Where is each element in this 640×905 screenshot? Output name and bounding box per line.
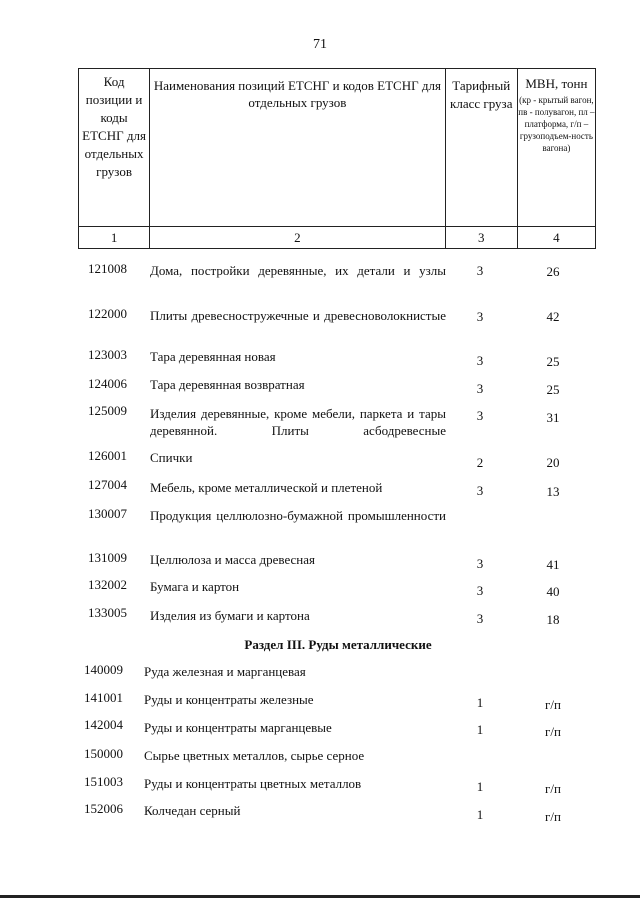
table-header (78, 68, 596, 249)
header-mvn-column (517, 69, 595, 227)
row-class: 3 (476, 309, 484, 324)
row-code: 124006 (88, 376, 127, 391)
row-code: 130007 (88, 506, 127, 521)
row-class: 3 (476, 556, 484, 571)
page-number: 71 (313, 37, 327, 52)
row-name: Дома, постройки деревянные, их детали и узлы (150, 263, 446, 278)
row-mvn: 18 (546, 612, 560, 627)
row-name: Изделия из бумаги и картона (150, 608, 310, 623)
row-code: 127004 (88, 477, 127, 492)
row-class: 3 (476, 611, 484, 626)
row-code: 141001 (84, 690, 123, 705)
row-class: 3 (476, 381, 484, 396)
row-name: Плиты древесностружечные и древесноволокнистые (150, 308, 446, 323)
row-class: 3 (476, 408, 484, 423)
column-number: 1 (79, 227, 150, 249)
column-number-row (79, 227, 596, 249)
row-class: 3 (476, 263, 484, 278)
scan-bottom-edge (0, 895, 640, 898)
row-mvn: г/п (545, 724, 561, 739)
column-number: 2 (150, 227, 446, 249)
row-code: 151003 (84, 774, 123, 789)
row-class: 1 (476, 779, 484, 794)
row-mvn: г/п (545, 781, 561, 796)
row-mvn: 20 (546, 455, 560, 470)
header-name-column: Наименования позиций ЕТСНГ и кодов ЕТСНГ для отдельных грузов (150, 69, 446, 227)
row-mvn: г/п (545, 809, 561, 824)
row-class: 1 (476, 807, 484, 822)
row-name: Продукция целлюлозно-бумажной промышленности (150, 508, 446, 523)
row-class: 1 (476, 722, 484, 737)
row-mvn: 26 (546, 264, 560, 279)
row-class: 3 (476, 353, 484, 368)
row-class: 3 (476, 583, 484, 598)
row-code: 142004 (84, 717, 123, 732)
row-mvn: 41 (546, 557, 560, 572)
row-mvn: 42 (546, 309, 560, 324)
row-name: Целлюлоза и масса древесная (150, 552, 316, 567)
header-code-column: Код позиции и коды ЕТСНГ для отдельных грузов (79, 69, 150, 227)
row-code: 152006 (84, 801, 123, 816)
row-mvn: 40 (546, 584, 560, 599)
header-mvn-title: МВН, тонн (525, 76, 588, 91)
row-code: 150000 (84, 746, 123, 761)
row-code: 140009 (84, 662, 123, 677)
row-mvn: г/п (545, 697, 561, 712)
row-name: Спички (150, 450, 193, 465)
row-name: Бумага и картон (150, 579, 240, 594)
row-code: 126001 (88, 448, 127, 463)
header-mvn-note: (кр - крытый вагон, пв - полувагон, пл – платформа, г/п – грузоподъем-ность вагона) (518, 95, 595, 153)
row-class: 3 (476, 483, 484, 498)
row-mvn: 31 (546, 410, 560, 425)
row-class: 2 (476, 455, 484, 470)
row-name: Руды и концентраты железные (144, 692, 314, 707)
row-name: Руды и концентраты цветных металлов (144, 776, 362, 791)
column-number: 3 (445, 227, 517, 249)
row-code: 121008 (88, 261, 127, 276)
row-code: 125009 (88, 403, 127, 418)
row-name: Тара деревянная возвратная (150, 377, 305, 392)
row-name: Изделия деревянные, кроме мебели, паркета и тары деревянной. Плиты асбодревесные (150, 406, 446, 438)
row-name: Руда железная и марганцевая (144, 664, 306, 679)
row-mvn: 25 (546, 354, 560, 369)
section-title: Раздел III. Руды металлические (244, 637, 432, 652)
header-row (79, 69, 596, 227)
row-code: 123003 (88, 347, 127, 362)
row-mvn: 25 (546, 382, 560, 397)
row-name: Мебель, кроме металлической и плетеной (150, 480, 383, 495)
row-name: Сырье цветных металлов, сырье серное (144, 748, 365, 763)
column-number: 4 (517, 227, 595, 249)
row-name: Тара деревянная новая (150, 349, 276, 364)
row-code: 131009 (88, 550, 127, 565)
row-code: 133005 (88, 605, 127, 620)
header-tariff-class-column: Тарифный класс груза (445, 69, 517, 227)
row-code: 132002 (88, 577, 127, 592)
row-mvn: 13 (546, 484, 560, 499)
row-name: Руды и концентраты марганцевые (144, 720, 332, 735)
row-name: Колчедан серный (144, 803, 241, 818)
row-class: 1 (476, 695, 484, 710)
row-code: 122000 (88, 306, 127, 321)
